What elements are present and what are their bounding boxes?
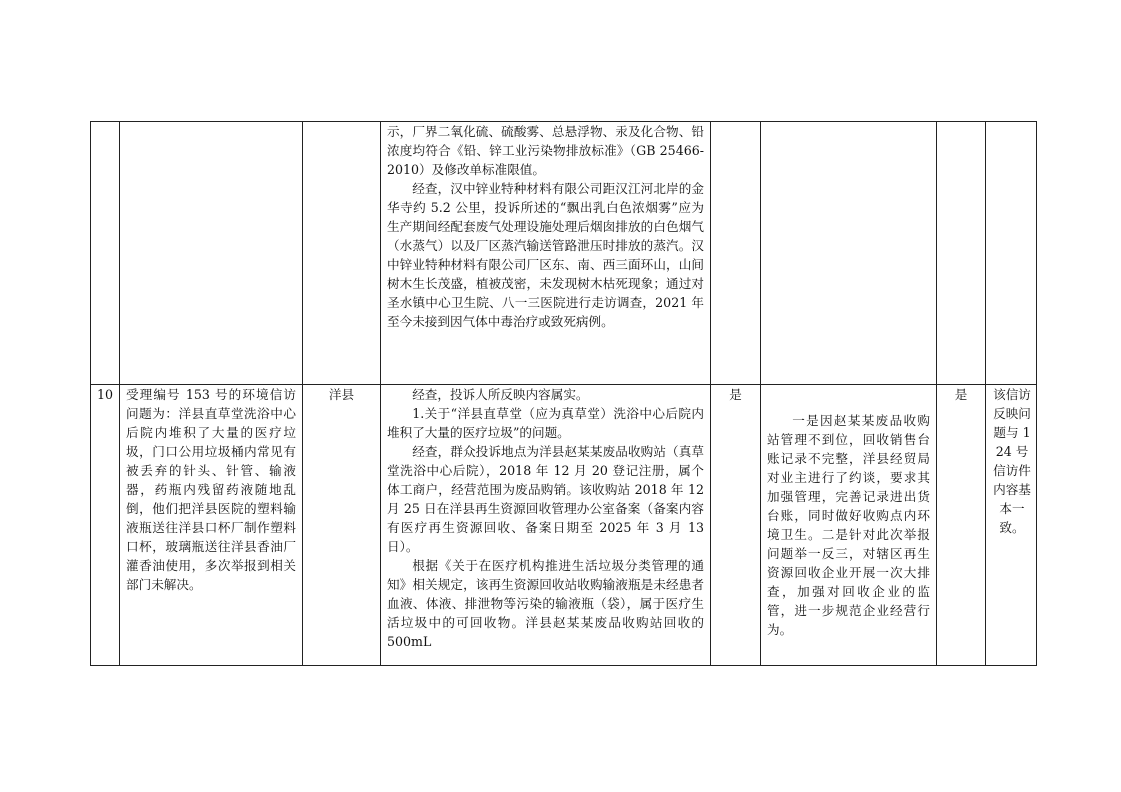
row-number (91, 122, 120, 385)
completed-cell: 是 (937, 385, 986, 666)
investigation-paragraph: 经查，汉中锌业特种材料有限公司距汉江河北岸的金华寺约 5.2 公里，投诉所述的“飘出乳白色浓烟雾”应为生产期间经配套废气处理设施处理后烟囱排放的白色烟气（水蒸气）以及厂区蒸汽输送管路泄压时排放的蒸汽。汉中锌业特种材料有限公司厂区东、南、西三面环山，山间树木生长茂盛，植被茂密，未发现树木枯死现象；通过对圣水镇中心卫生院、八一三医院进行走访调查，2021 年至今未接到因气体中毒治疗或致死病例。 (387, 181, 704, 329)
issue-text: 受理编号 153 号的环境信访问题为：洋县直草堂洗浴中心后院内堆积了大量的医疗垃圾，门口公用垃圾桶内常见有被丢弃的针头、针管、输液器，药瓶内残留药液随地乱倒，他们把洋县医院的塑料输液瓶送往洋县口杯厂制作塑料口杯，玻璃瓶送往洋县香油厂灌香油使用，多次举报到相关部门未解决。 (126, 387, 296, 592)
issue-cell (120, 122, 303, 385)
table-row (91, 385, 1037, 666)
area-cell: 洋县 (303, 385, 381, 666)
investigation-paragraph: 根据《关于在医疗机构推进生活垃圾分类管理的通知》相关规定，该再生资源回收站收购输液瓶是未经患者血液、体液、排泄物等污染的输液瓶（袋），属于医疗生活垃圾中的可回收物。洋县赵某某废品收购站回收的 500mL (387, 558, 704, 649)
investigation-paragraph: 1.关于“洋县直草堂（应为真草堂）洗浴中心后院内堆积了大量的医疗垃圾”的问题。 (387, 406, 704, 440)
investigation-paragraph: 经查，投诉人所反映内容属实。 (412, 387, 589, 402)
row-number: 10 (91, 385, 120, 666)
verified-cell: 是 (711, 385, 761, 666)
investigation-paragraph: 示，厂界二氧化硫、硫酸雾、总悬浮物、汞及化合物、铅浓度均符合《铅、锌工业污染物排放标准》（GB 25466-2010）及修改单标准限值。 (387, 124, 704, 177)
investigation-paragraph: 经查，群众投诉地点为洋县赵某某废品收购站（真草堂洗浴中心后院），2018 年 12 月 20 登记注册，属个体工商户，经营范围为废品购销。该收购站 2018 年 12 月 25 日在洋县再生资源回收管理办公室备案（备案内容有医疗再生资源回收、备案日期至 2025 年 3 月 13 日）。 (387, 444, 704, 554)
issue-cell (120, 385, 303, 666)
note-cell (986, 385, 1037, 666)
table-row (91, 122, 1037, 385)
investigation-cell (381, 385, 711, 666)
investigation-cell (381, 122, 711, 385)
measures-cell (761, 122, 937, 385)
measures-text: 一是因赵某某废品收购站管理不到位，回收销售台账记录不完整，洋县经贸局对业主进行了约谈，要求其加强管理，完善记录进出货台账，同时做好收购点内环境卫生。二是针对此次举报问题举一反三，对辖区再生资源回收企业开展一次大排查，加强对回收企业的监管，进一步规范企业经营行为。 (767, 413, 930, 637)
note-cell (986, 122, 1037, 385)
note-text: 该信访反映问题与 124 号信访件内容基本一致。 (993, 387, 1031, 535)
measures-cell (761, 385, 937, 666)
verified-cell (711, 122, 761, 385)
verification-table (90, 121, 1037, 666)
area-cell (303, 122, 381, 385)
completed-cell (937, 122, 986, 385)
